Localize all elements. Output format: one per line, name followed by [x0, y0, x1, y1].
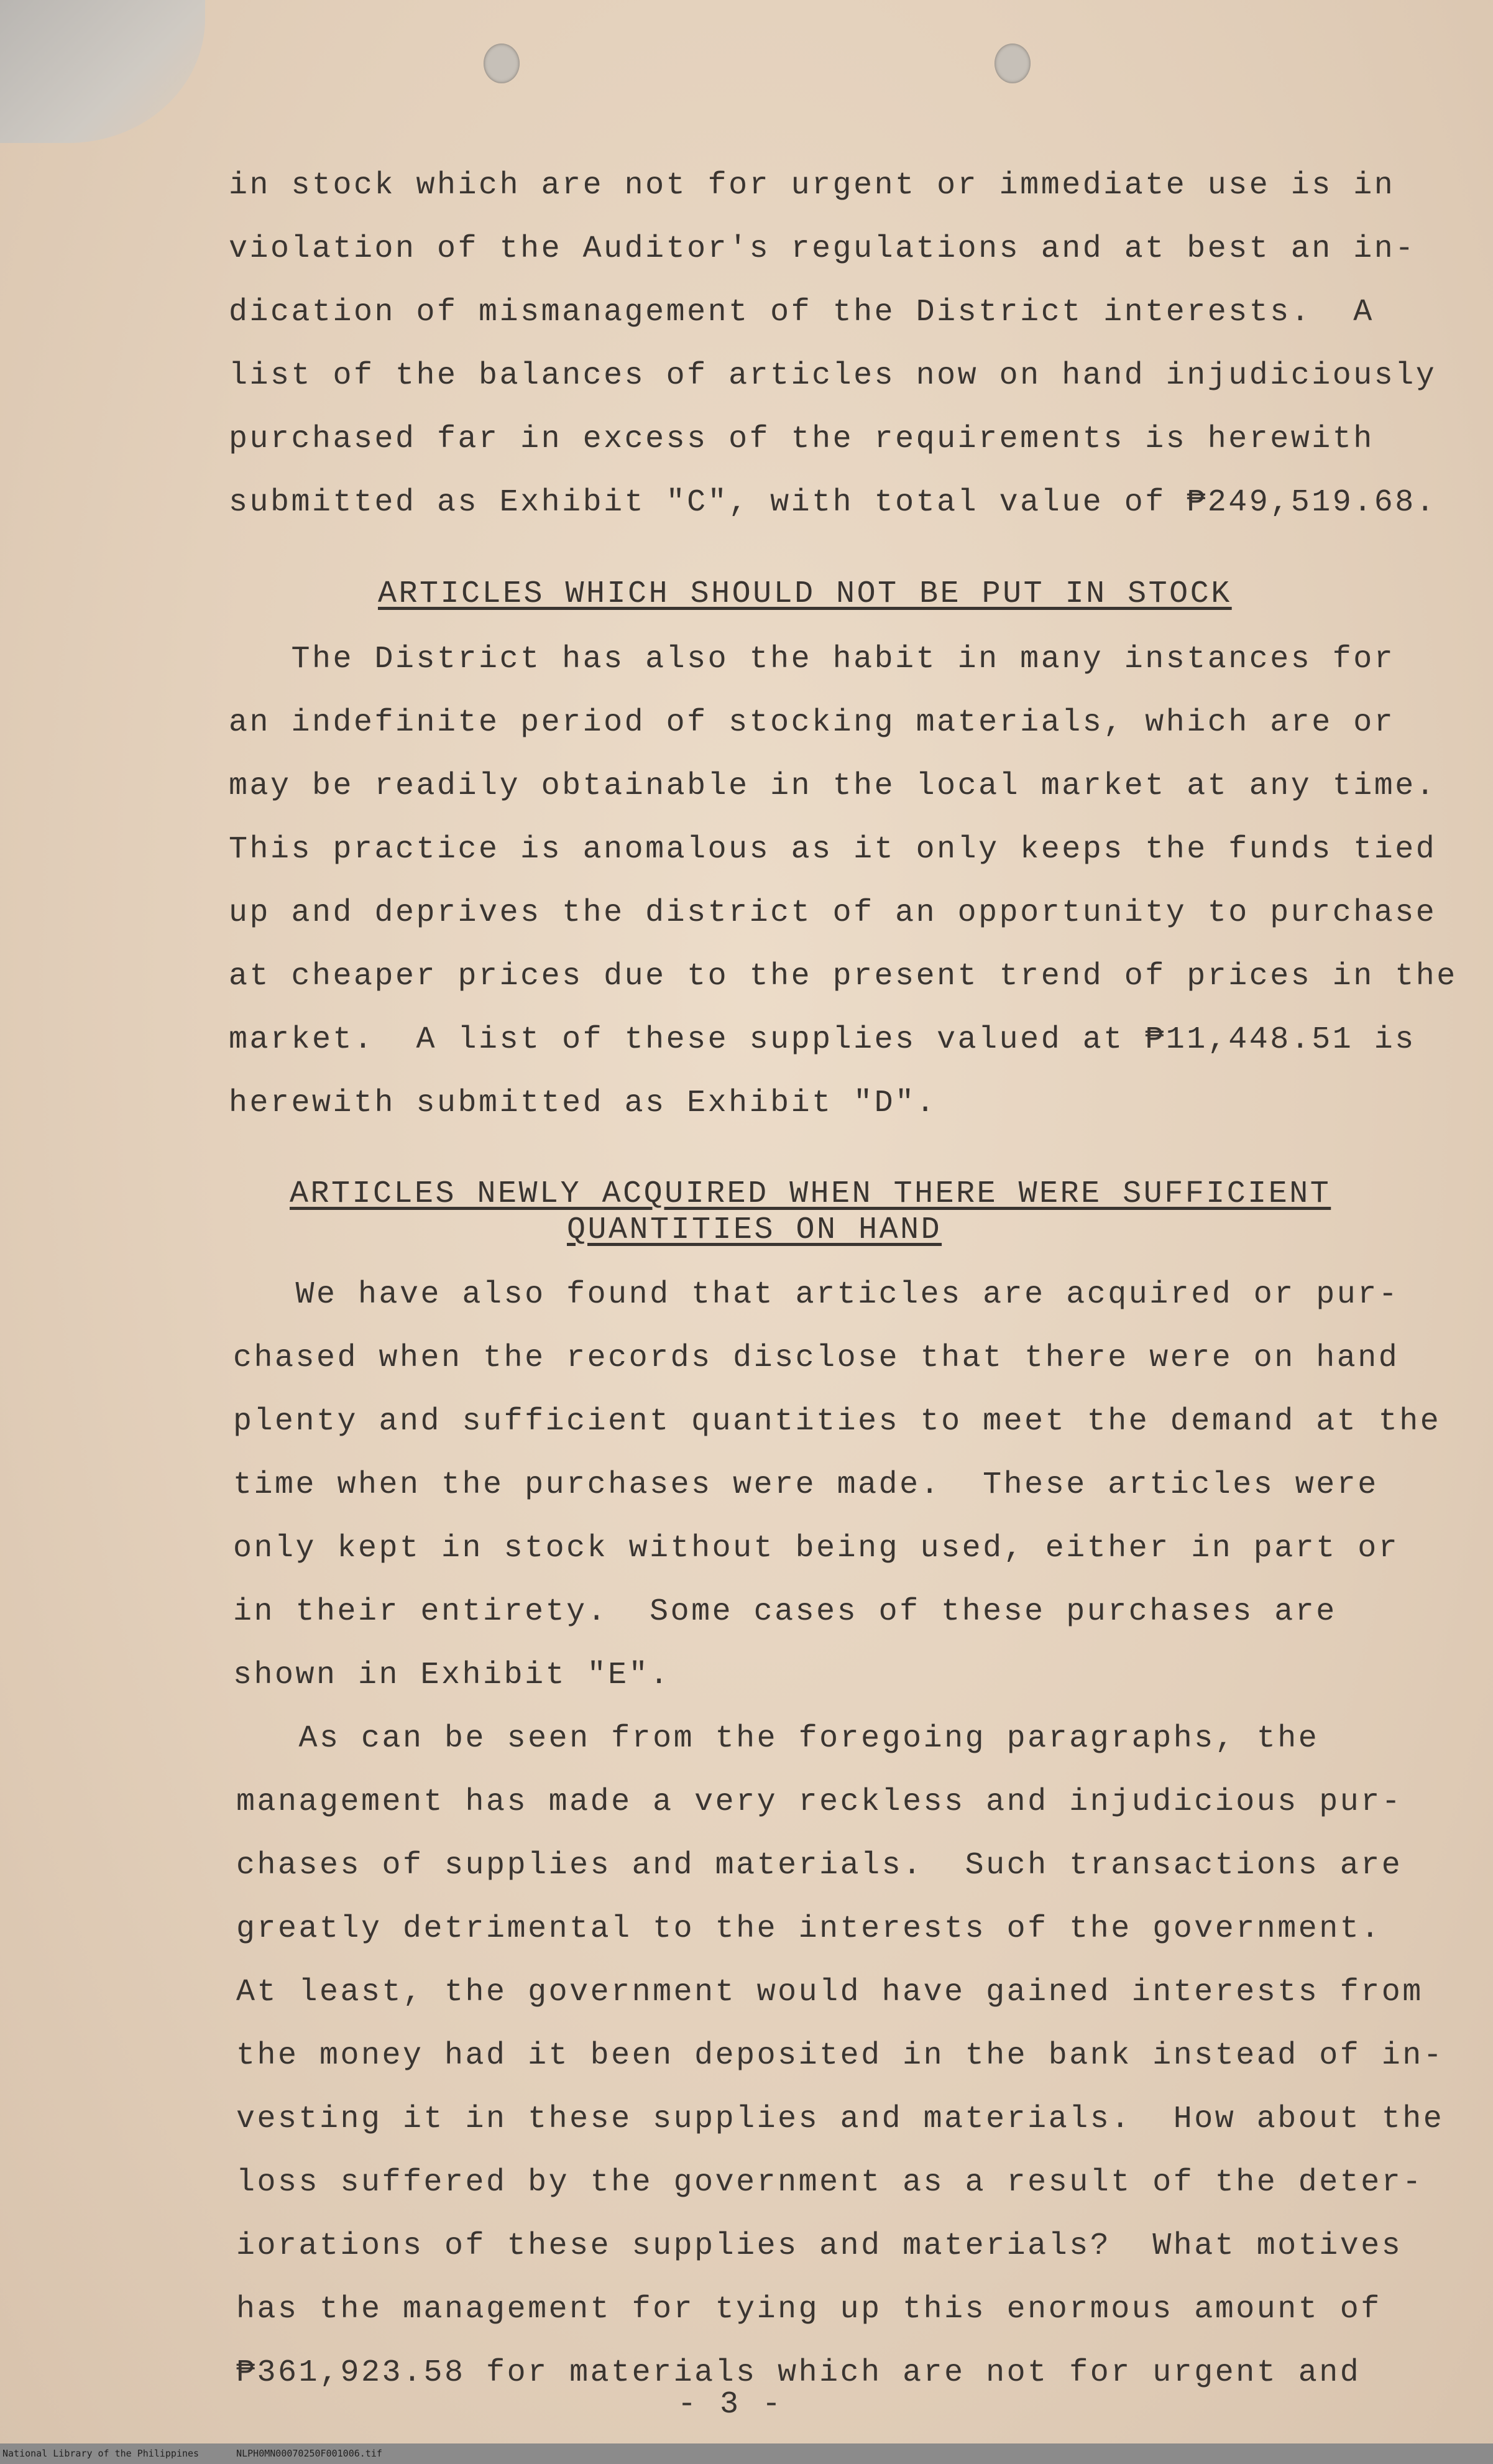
- paragraph-2-line: herewith submitted as Exhibit "D".: [229, 1086, 937, 1121]
- paragraph-2-line: an indefinite period of stocking materials, which are or: [229, 705, 1395, 741]
- section-heading: ARTICLES NEWLY ACQUIRED WHEN THERE WERE SUFFICIENT: [290, 1176, 1331, 1212]
- paragraph-1-line: purchased far in excess of the requirements is herewith: [229, 422, 1374, 457]
- paragraph-1-line: submitted as Exhibit "C", with total value of ₱249,519.68.: [229, 485, 1437, 520]
- paragraph-4-line: has the management for tying up this enormous amount of: [236, 2292, 1382, 2327]
- paragraph-4-line: ₱361,923.58 for materials which are not for urgent and: [236, 2355, 1361, 2391]
- section-heading: ARTICLES WHICH SHOULD NOT BE PUT IN STOCK: [378, 576, 1232, 612]
- paragraph-2-line: up and deprives the district of an opportunity to purchase: [229, 895, 1437, 931]
- paragraph-2-line: The District has also the habit in many instances for: [229, 642, 1395, 677]
- paragraph-3-line: chased when the records disclose that there were on hand: [233, 1340, 1400, 1376]
- paragraph-3-line: in their entirety. Some cases of these purchases are: [233, 1594, 1337, 1630]
- paragraph-2-line: at cheaper prices due to the present trend of prices in the: [229, 959, 1458, 994]
- paragraph-4-line: vesting it in these supplies and materials. How about the: [236, 2102, 1445, 2137]
- paragraph-2-line: This practice is anomalous as it only keeps the funds tied: [229, 832, 1437, 867]
- paragraph-3-line: We have also found that articles are acquired or pur-: [233, 1277, 1400, 1313]
- paragraph-3-line: plenty and sufficient quantities to meet the demand at the: [233, 1404, 1441, 1439]
- paragraph-3-line: only kept in stock without being used, either in part or: [233, 1531, 1400, 1566]
- paragraph-1-line: dication of mismanagement of the District interests. A: [229, 295, 1374, 330]
- paragraph-4-line: the money had it been deposited in the bank instead of in-: [236, 2038, 1445, 2074]
- punch-hole: [484, 44, 520, 83]
- file-name: NLPH0MN00070250F001006.tif: [236, 2448, 382, 2459]
- library-credit: National Library of the Philippines: [2, 2448, 200, 2459]
- paragraph-1-line: in stock which are not for urgent or immediate use is in: [229, 168, 1395, 203]
- section-heading: QUANTITIES ON HAND: [567, 1212, 942, 1248]
- paragraph-3-line: time when the purchases were made. These articles were: [233, 1467, 1379, 1503]
- paragraph-1-line: list of the balances of articles now on hand injudiciously: [229, 358, 1437, 394]
- paragraph-4-line: loss suffered by the government as a result of the deter-: [236, 2165, 1423, 2200]
- paragraph-2-line: may be readily obtainable in the local market at any time.: [229, 768, 1437, 804]
- paragraph-4-line: At least, the government would have gained interests from: [236, 1975, 1423, 2010]
- paragraph-2-line: market. A list of these supplies valued at ₱11,448.51 is: [229, 1022, 1416, 1058]
- page-number: - 3 -: [678, 2387, 784, 2422]
- paragraph-4-line: greatly detrimental to the interests of the government.: [236, 1911, 1382, 1947]
- scan-footer: [0, 2443, 1493, 2464]
- paragraph-4-line: management has made a very reckless and injudicious pur-: [236, 1784, 1403, 1820]
- paragraph-4-line: chases of supplies and materials. Such transactions are: [236, 1848, 1403, 1883]
- punch-hole: [995, 44, 1031, 83]
- paragraph-4-line: As can be seen from the foregoing paragraphs, the: [236, 1721, 1320, 1756]
- paragraph-4-line: iorations of these supplies and materials? What motives: [236, 2228, 1403, 2264]
- paragraph-3-line: shown in Exhibit "E".: [233, 1658, 671, 1693]
- paragraph-1-line: violation of the Auditor's regulations and at best an in-: [229, 231, 1416, 267]
